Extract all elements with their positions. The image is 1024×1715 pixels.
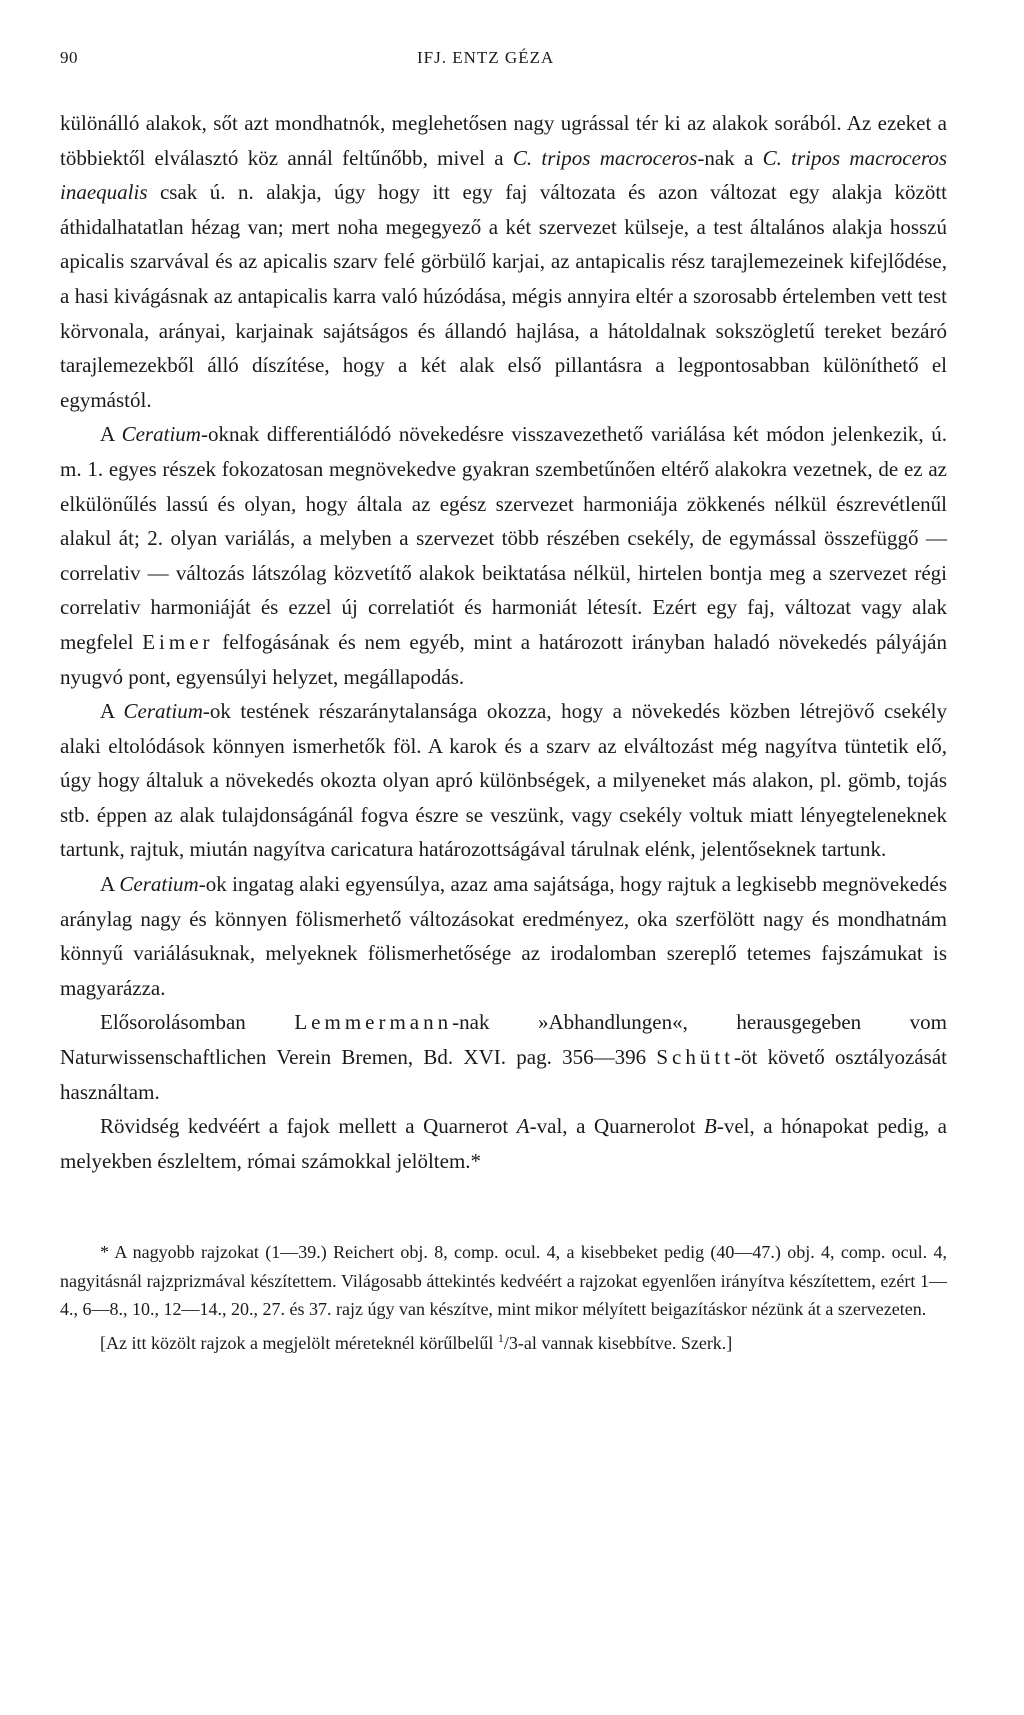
genus-name: Ceratium	[119, 872, 199, 897]
text-run: -nak »Abhandlungen«, herausgegeben vom Naturwissenschaftlichen Verein Bremen, Bd. XVI. pag. 356—396	[60, 1010, 948, 1070]
text-run: különálló alakok, sőt azt mondhatnók, meglehetősen nagy ugrással tér ki az alakok sorából. Az ezeket a többiektől elválasztó köz annál feltűnőbb, mivel a	[60, 111, 947, 170]
text-run: -vel, a hónapokat pedig, a melyekben észleltem, római számokkal jelöltem.*	[60, 1114, 947, 1173]
text-run: /3-al vannak kisebbítve. Szerk.]	[503, 1332, 733, 1353]
text-run: A	[100, 872, 120, 897]
footnote-1: * A nagyobb rajzokat (1—39.) Reichert obj. 8, comp. ocul. 4, a kisebbeket pedig (40—47.) obj. 4, comp. ocul. 4, nagyitásnál rajzprizmával készítettem. Világosabb áttekintés kedvéért a rajzokat egyenlően irányítva készítettem, ezért 1—4., 6—8., 10., 12—14., 20., 27. és 37. rajz úgy van készítve, mint mikor mélyített beigazításkor nézünk át a szervezeten.	[60, 1242, 947, 1320]
paragraph-1	[60, 106, 947, 417]
text-run: felfogásának és nem egyéb, mint a határozott irányban haladó növekedés pályáján nyugvó pont, egyensúlyi helyzet, megállapodás.	[60, 629, 947, 689]
text-run: -oknak differentiálódó növekedésre visszavezethető variálása két módon jelenkezik, ú. m. 1. egyes részek fokozatosan megnövekedve gyakran szembetűnően eltérő alakokra vezetnek, de ez az elkülönűlés lassú és olyan, hogy általa az egész szervezet harmoniája zökkenés nélkül észrevétlenűl alakul át; 2. olyan variálás, a melyben a szervezet több részében csekély, de egymással összefüggő — correlativ — változás látszólag közvetítő alakok beiktatása nélkül, hirtelen bontja meg a szervezet régi correlativ harmoniáját és ezzel új correlatiót és harmoniát létesít. Ezért egy faj, változat vagy alak megfelel	[60, 422, 947, 654]
genus-name: Ceratium	[121, 422, 201, 447]
paragraph-6	[60, 1109, 947, 1178]
genus-name: Ceratium	[123, 699, 203, 724]
text-run: -ok ingatag alaki egyensúlya, azaz ama sajátsága, hogy rajtuk a legkisebb megnövekedés aránylag nagy és könnyen fölismerhető változásokat eredményez, oka szerfölött nagy és mondhatnám könnyű variálásuknak, melyeknek fölismerhetősége az irodalomban szereplő tetemes fajszámukat is magyarázza.	[60, 872, 948, 1000]
author-name: Lemmermann	[294, 1010, 453, 1035]
footnotes	[60, 1238, 947, 1357]
paragraph-4	[60, 867, 947, 1005]
species-name: C. tripos macroceros	[512, 145, 698, 170]
document-page	[60, 48, 947, 1357]
paragraph-2	[60, 417, 947, 694]
location-mark: B	[704, 1114, 717, 1139]
text-run: -ok testének részaránytalansága okozza, hogy a növekedés közben létrejövő csekély alaki eltolódások könnyen ismerhetők föl. A karok és a szarv az elváltozást még nagyítva tüntetik elő, úgy hogy általuk a növekedés okozta olyan apró különbségek, a milyeneket más alakon, pl. gömb, tojás stb. éppen az alak tulajdonságánál fogva észre se veszünk, vagy csekély voltuk miatt lényegteleneknek tartunk, rajtuk, miután nagyítva caricatura határozottságával tárulnak elénk, jelentőseknek tartunk.	[60, 699, 947, 862]
text-run: Rövidség kedvéért a fajok mellett a Quarnerot	[100, 1114, 517, 1139]
running-head: IFJ. ENTZ GÉZA	[417, 48, 555, 67]
species-name: C. tripos macroceros inaequalis	[60, 145, 948, 205]
author-name: Eimer	[142, 629, 214, 654]
location-mark: A	[516, 1114, 530, 1139]
text-run: A	[100, 699, 124, 724]
text-run: [Az itt közölt rajzok a megjelölt méreteknél körűlbelűl	[100, 1332, 498, 1353]
body-text	[60, 106, 947, 1178]
footnote-2	[60, 1324, 947, 1358]
text-run: csak ú. n. alakja, úgy hogy itt egy faj változata és azon változat egy alakja között áthidalhatatlan hézag van; mert noha megegyező a két szervezet külseje, a test általános alakja hosszú apicalis szarvával és az apicalis szarv felé görbülő karjai, az antapicalis rész tarajlemezeinek kifejlődése, a hasi kivágásnak az antapicalis karra való húzódása, mégis annyira eltér a szorosabb értelemben vett test körvonala, arányai, karjainak sajátságos és állandó hajlása, a hátoldalnak sokszögletű tereket bezáró tarajlemezekből álló díszítése, hogy a két alak első pillantásra a legpontosabban különíthető el egymástól.	[60, 180, 947, 412]
page-header	[60, 48, 947, 84]
text-run: A	[100, 422, 122, 447]
text-run: -öt követő osztályozását használtam.	[60, 1045, 947, 1104]
paragraph-5	[60, 1005, 947, 1109]
fraction-numerator: 1	[497, 1330, 504, 1345]
paragraph-3	[60, 694, 947, 867]
text-run: Elősorolásomban	[100, 1010, 295, 1035]
text-run: -val, a Quarnerolot	[529, 1114, 704, 1139]
author-name: Schütt	[656, 1045, 735, 1070]
text-run: -nak a	[697, 145, 763, 170]
page-number: 90	[60, 48, 78, 67]
